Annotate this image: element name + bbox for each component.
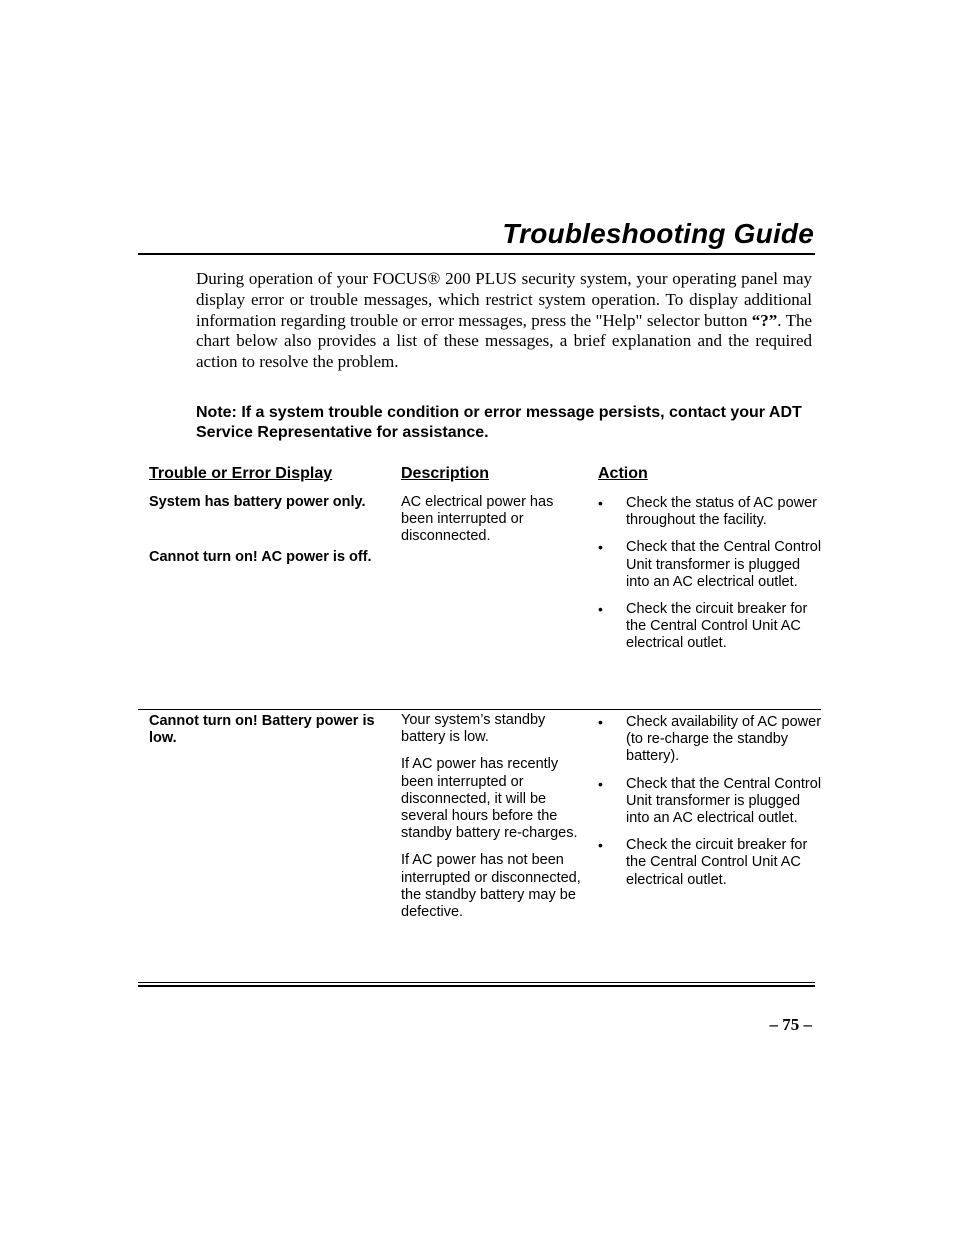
action-item: • Check the status of AC power throughout the facility. (598, 495, 823, 529)
description-paragraph: If AC power has not been interrupted or disconnected, the standby battery may be defective. (401, 852, 581, 921)
page-number: – 75 – (769, 1015, 812, 1034)
action-item: • Check the circuit breaker for the Central Control Unit AC electrical outlet. (598, 601, 823, 653)
row-1-trouble-2: Cannot turn on! AC power is off. (149, 549, 372, 565)
intro-text-after: . The chart below also provides a list of these messages, a brief explanation and the required action to resolve the problem. (196, 310, 813, 372)
help-symbol: “?” (751, 310, 778, 330)
page-title: Troubleshooting Guide (502, 218, 814, 249)
description-paragraph: If AC power has recently been interrupted or disconnected, it will be several hours before the standby battery re-charges. (401, 756, 578, 842)
header-description: Description (401, 465, 490, 482)
action-item: • Check that the Central Control Unit transformer is plugged into an AC electrical outlet. (598, 539, 823, 591)
row-1-description (401, 494, 581, 556)
title-divider (138, 253, 815, 255)
intro-paragraph (196, 269, 812, 373)
row-2-actions (598, 714, 823, 899)
row-divider (138, 709, 821, 710)
header-trouble: Trouble or Error Display (149, 465, 333, 482)
action-item: • Check that the Central Control Unit transformer is plugged into an AC electrical outlet. (598, 776, 823, 828)
action-item: • Check the circuit breaker for the Central Control Unit AC electrical outlet. (598, 837, 823, 889)
header-action: Action (598, 465, 648, 482)
description-paragraph: AC electrical power has been interrupted or disconnected. (401, 494, 554, 545)
action-item: • Check availability of AC power (to re-charge the standby battery). (598, 714, 823, 766)
note: Note: If a system trouble condition or error message persists, contact your ADT Service Representative for assistance. (196, 404, 802, 441)
bottom-divider-thin (138, 982, 815, 983)
row-2-description (401, 712, 583, 931)
row-2-trouble-1: Cannot turn on! Battery power is low. (149, 713, 375, 747)
row-1-trouble-1: System has battery power only. (149, 494, 366, 510)
row-1-actions (598, 495, 823, 663)
intro-text-before: During operation of your FOCUS® 200 PLUS security system, your operating panel may display error or trouble messages, which restrict system operation. To display additional information regarding trouble or error messages, press the "Help" selector button (196, 269, 812, 330)
description-paragraph: Your system’s standby battery is low. (401, 712, 546, 746)
bottom-divider-thick (138, 985, 815, 987)
